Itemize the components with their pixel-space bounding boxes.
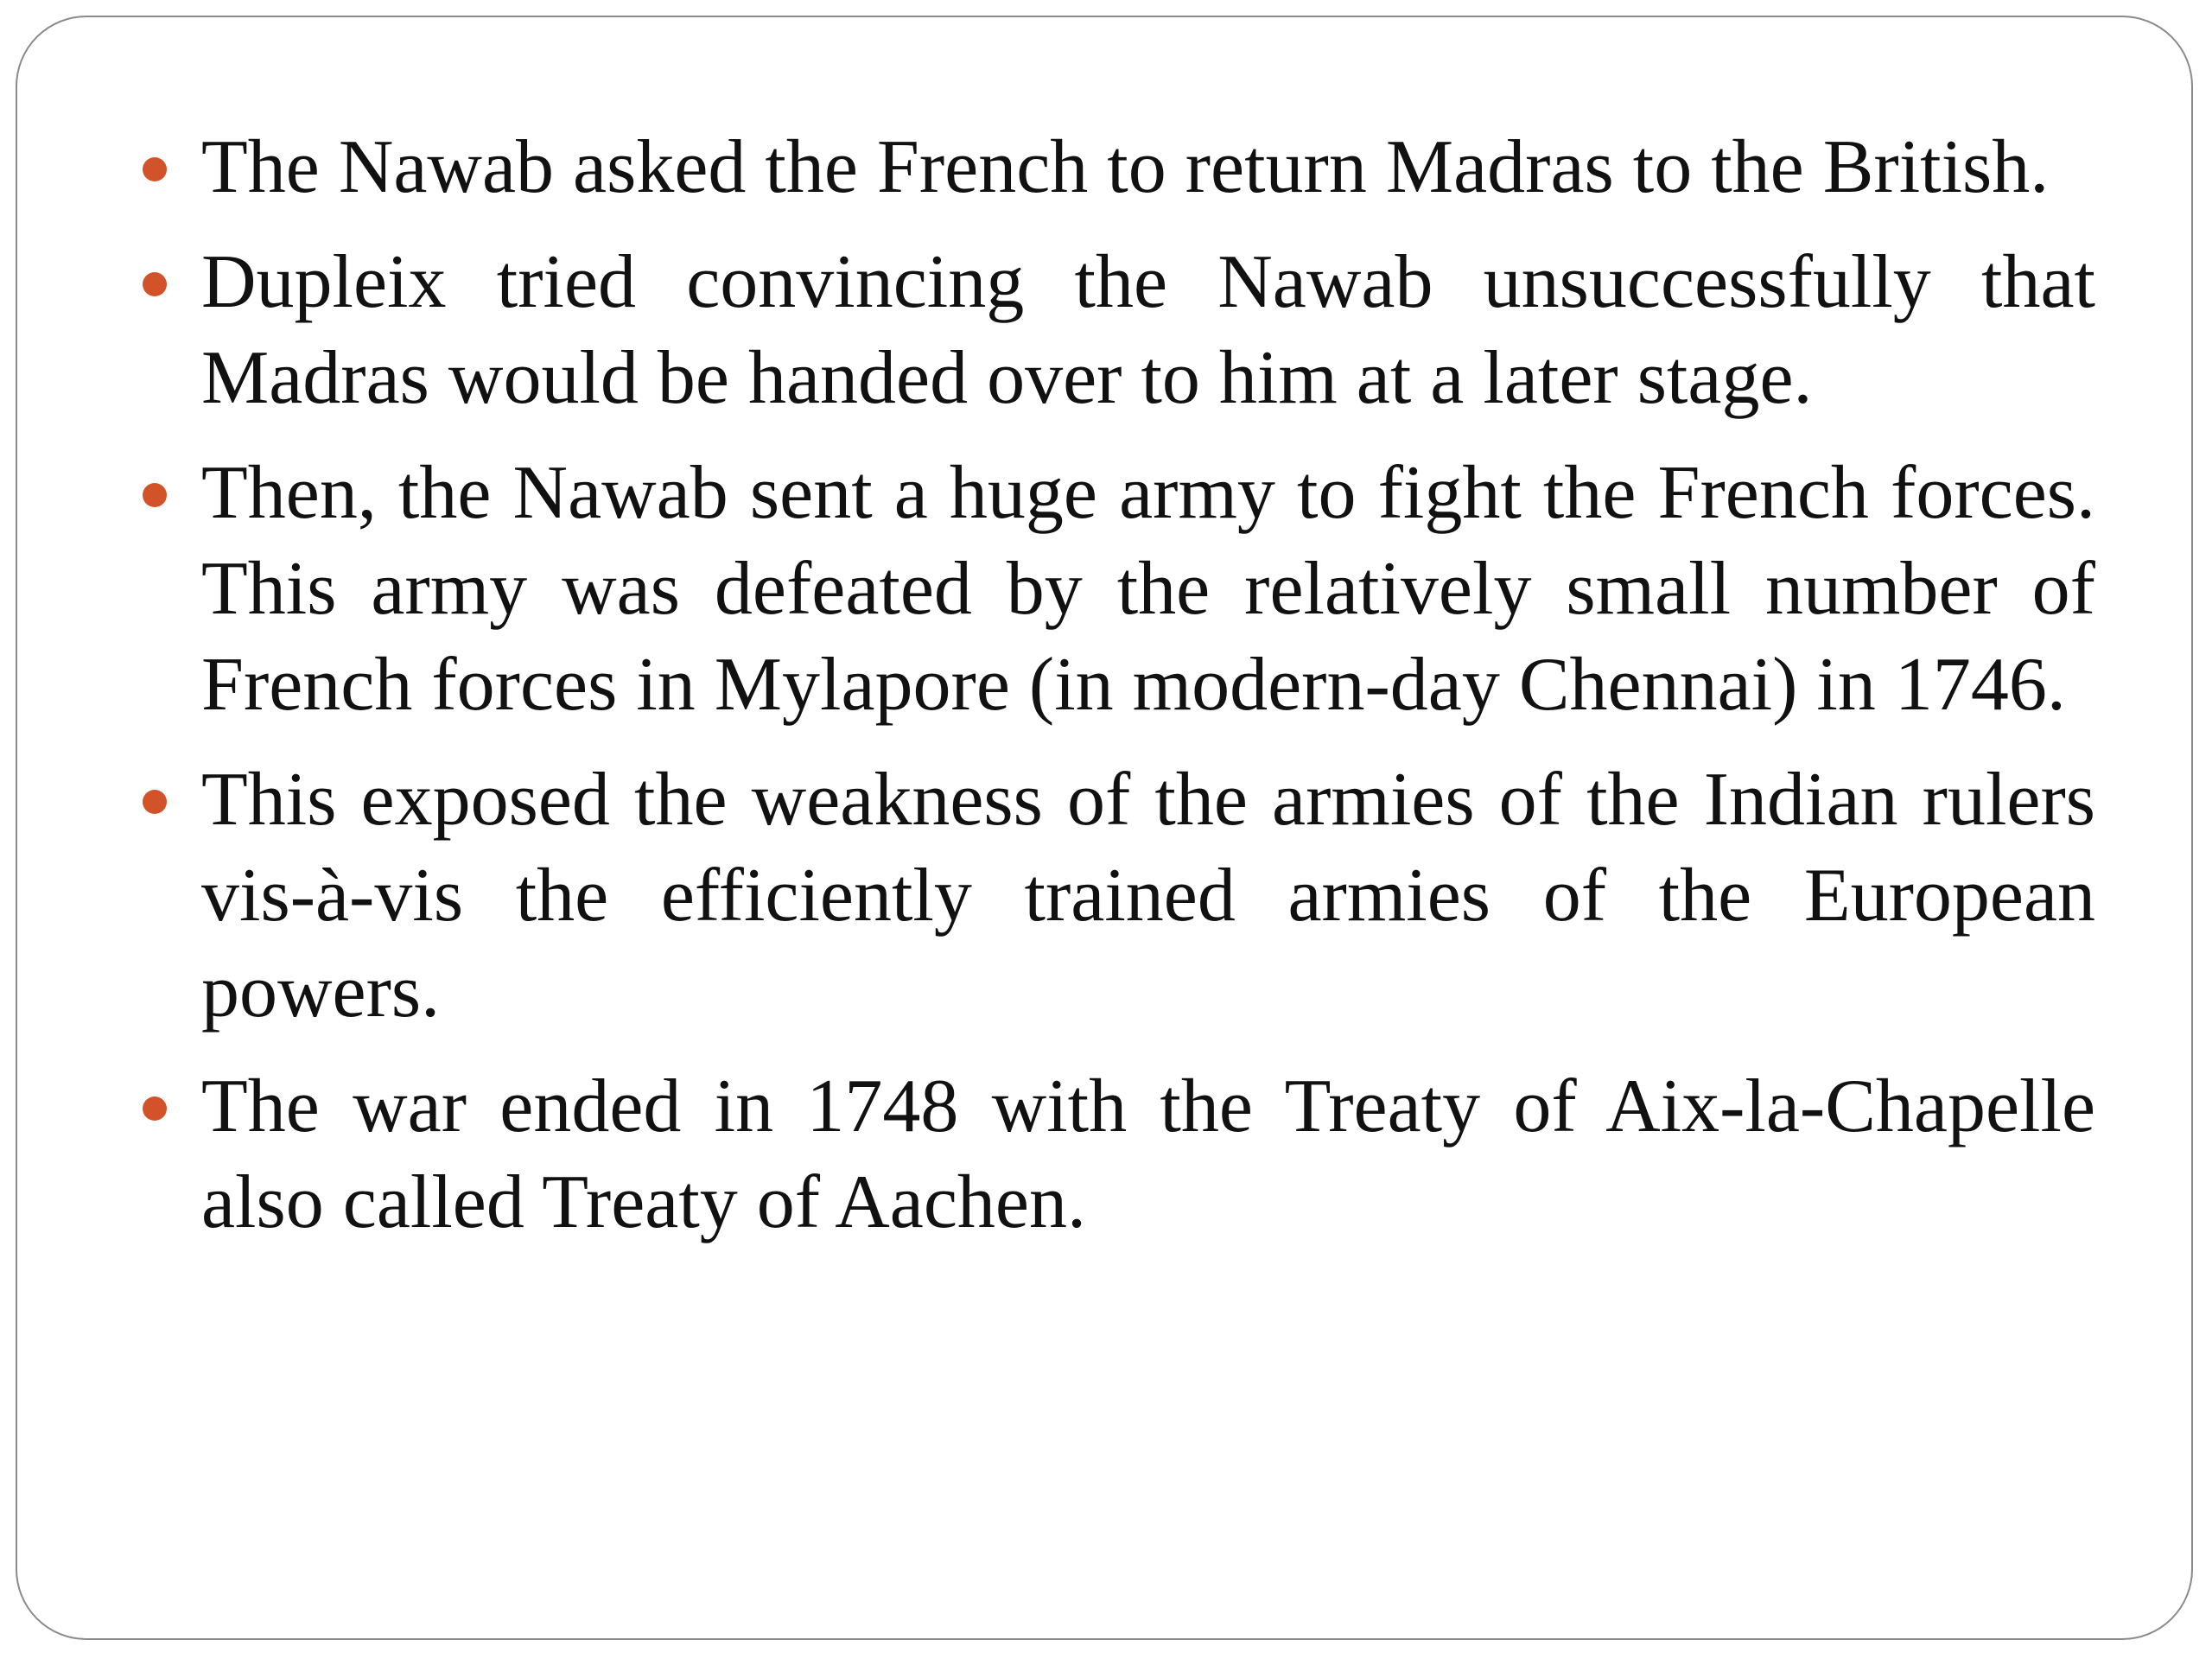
- bullet-item: [201, 752, 2095, 1039]
- bullet-dot-icon: [143, 272, 167, 296]
- bullet-text: Dupleix tried convincing the Nawab unsuccessfully that Madras would be handed over to him at a later stage.: [201, 240, 2095, 420]
- bullet-item: [201, 119, 2095, 215]
- bullet-text: Then, the Nawab sent a huge army to fight the French forces. This army was defeated by the relatively small number of French forces in Mylapore (in modern-day Chennai) in 1746.: [201, 451, 2095, 727]
- bullet-dot-icon: [143, 790, 167, 814]
- bullet-text: The Nawab asked the French to return Madras to the British.: [201, 125, 2050, 209]
- bullet-dot-icon: [143, 1096, 167, 1121]
- bullet-dot-icon: [143, 483, 167, 507]
- bullet-dot-icon: [143, 157, 167, 181]
- bullet-item: [201, 234, 2095, 426]
- bullet-text: This exposed the weakness of the armies of the Indian rulers vis-à-vis the efficiently trained armies of the European powers.: [201, 758, 2095, 1033]
- bullet-item: [201, 1058, 2095, 1250]
- bullet-item: [201, 445, 2095, 733]
- slide-frame: [16, 16, 2193, 1640]
- bullet-list: [201, 119, 2095, 1269]
- bullet-text: The war ended in 1748 with the Treaty of Aix-la-Chapelle also called Treaty of Aachen.: [201, 1065, 2095, 1244]
